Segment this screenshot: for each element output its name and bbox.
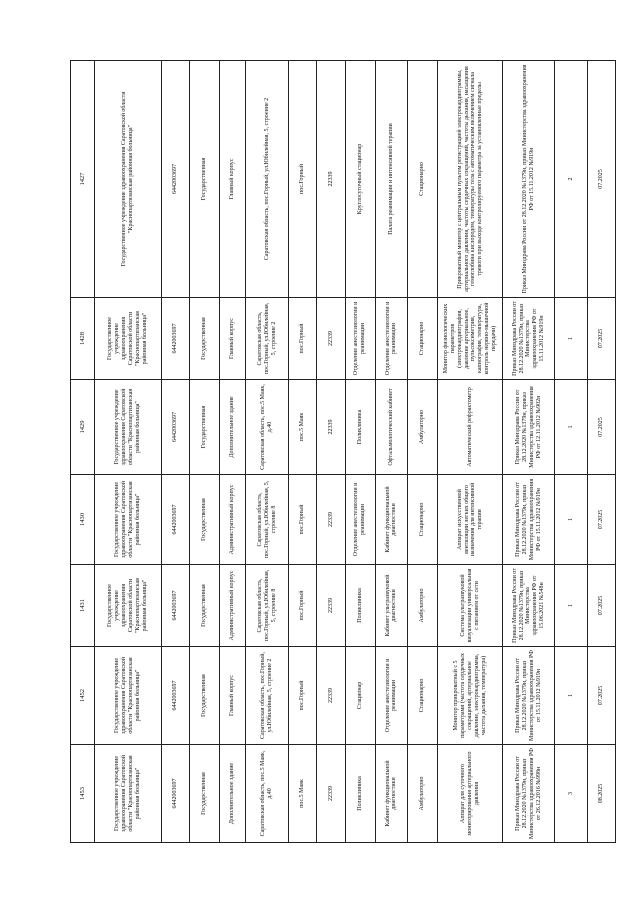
table-cell: 07.2025 — [587, 298, 615, 380]
table-cell: 1 — [555, 380, 587, 475]
table-cell: Отделение анестезиологии и реанимации — [345, 475, 375, 565]
record-id-cell: 1427 — [71, 61, 95, 298]
table-cell: 22339 — [317, 475, 345, 565]
table-cell: 6442003697 — [161, 565, 189, 647]
table-cell: Главный корпус — [220, 647, 246, 745]
table-row — [503, 61, 555, 843]
table-cell: 07.2025 — [587, 565, 615, 647]
table-cell: пос.Горный — [289, 565, 317, 647]
table-cell: 2 — [555, 61, 587, 298]
table-cell: Главный корпус — [220, 61, 246, 298]
table-cell: 6442003697 — [161, 647, 189, 745]
table-cell: Кабинет функциональной диагностики — [375, 475, 407, 565]
table-cell: Офтальмологический кабинет — [375, 380, 407, 475]
table-cell: 07.2025 — [587, 475, 615, 565]
table-row — [587, 61, 615, 843]
table-cell: Амбулаторно — [408, 565, 438, 647]
table-cell: Саратовская область, пос.Горный, ул.Юбилейная, 5, строение 2 — [246, 61, 289, 298]
record-id-cell: 1429 — [71, 380, 95, 475]
table-cell: 1 — [555, 298, 587, 380]
table-cell: пос.Горный — [289, 475, 317, 565]
table-cell: 6442003697 — [161, 61, 189, 298]
table-row — [289, 61, 317, 843]
table-cell: пос.Горный — [289, 647, 317, 745]
table-cell: Кабинет ультразвуковой диагностики — [375, 565, 407, 647]
table-cell: Государственная — [189, 565, 219, 647]
table-cell: Приказ Минздрава России от 28.12.2020 №1379н, приказ Министерства здравоохранения РФ от 15.11.2012 №919н — [503, 298, 555, 380]
record-id-cell: 1431 — [71, 565, 95, 647]
table-cell: пос.Горный — [289, 61, 317, 298]
table-row — [408, 61, 438, 843]
table-cell: 1 — [555, 475, 587, 565]
table-cell: Автоматический рефрактометр — [438, 380, 503, 475]
table-cell: Приказ Минздрава России от 28.12.2020 №1379н, приказ Министерства здравоохранения РФ от 26.12.2016 №998н — [503, 745, 555, 843]
table-cell: Стационарно — [408, 298, 438, 380]
record-id-cell: 1452 — [71, 647, 95, 745]
table-cell: Приказ Минздрава России от 28.12.2020 №1379н, приказ Министерства здравоохранения РФ от 15.11.2012 №919н — [503, 647, 555, 745]
table-cell: Главный корпус — [220, 298, 246, 380]
table-row — [375, 61, 407, 843]
table-cell: 22339 — [317, 61, 345, 298]
table-cell: 07.2025 — [587, 647, 615, 745]
table-cell: Государственная — [189, 647, 219, 745]
table-cell: 1 — [555, 565, 587, 647]
table-cell: Стационар — [345, 647, 375, 745]
table-cell: Саратовская область, пос.Горный, ул.Юбилейная, 5, строение 2 — [246, 647, 289, 745]
table-cell: Государственное учреждение здравоохранения Саратовской области "Краснопартизанская районная больница" — [94, 61, 161, 298]
table-cell: Государственное учреждение здравоохранения Саратовской области "Краснопартизанская районная больница" — [94, 298, 161, 380]
table-cell: Государственная — [189, 745, 219, 843]
table-row — [220, 61, 246, 843]
table-cell: Государственное учреждение здравоохранения Саратовской области "Краснопартизанская районная больница" — [94, 647, 161, 745]
table-cell: Саратовская область, пос.Горный, ул.Юбилейная, 5, строение 8 — [246, 475, 289, 565]
table-cell: Административный корпус — [220, 475, 246, 565]
table-cell: Монитор прикроватный с 5 параметрами (частота сердечных сокращений, артериальное давление, электрокардиограмма, частота дыхания, температура) — [438, 647, 503, 745]
table-row — [555, 61, 587, 843]
record-id-cell: 1430 — [71, 475, 95, 565]
table-cell: Отделение анестезиологии и реанимации — [345, 298, 375, 380]
table-cell: Государственное учреждение здравоохранения Саратовской области "Краснопартизанская районная больница" — [94, 475, 161, 565]
table-cell: Государственное учреждение здравоохранения Саратовской области "Краснопартизанская районная больница" — [94, 565, 161, 647]
table-cell: Палата реанимации и интенсивной терапии — [375, 61, 407, 298]
table-row — [189, 61, 219, 843]
table-cell: Саратовская область, пос.5 Маяк, д.40 — [246, 380, 289, 475]
table-cell: Поликлиника — [345, 745, 375, 843]
table-cell: Амбулаторно — [408, 745, 438, 843]
table-cell: Государственная — [189, 61, 219, 298]
table-cell: Государственная — [189, 475, 219, 565]
table-cell: Административный корпус — [220, 565, 246, 647]
record-id-cell: 1453 — [71, 745, 95, 843]
table-cell: 22339 — [317, 565, 345, 647]
table-cell: Стационарно — [408, 475, 438, 565]
table-cell: 1 — [555, 647, 587, 745]
table-cell: 6442003697 — [161, 298, 189, 380]
table-cell: Прикроватный монитор с центральным пультом регистрацией электрокардиограммы, артериального давления, частоты сердечных сокращений, частоты дыхания, насыщения гемоглобина кислородом, температуры тела с автоматическим включением сигнала тревоги при выходе контролируемого параметра за установленные пределы — [438, 61, 503, 298]
table-cell: Аппарат для суточного мониторирования артериального давления — [438, 745, 503, 843]
table-cell: Приказ Минздрава России от 28.12.2020 №1379н, приказ Министерства здравоохранения РФ от 15.06.2021 №548н — [503, 565, 555, 647]
table-cell: Государственное учреждение здравоохранения Саратовской области "Краснопартизанская районная больница" — [94, 380, 161, 475]
table-cell: Стационарно — [408, 647, 438, 745]
table-cell: 07.2025 — [587, 380, 615, 475]
table-cell: Государственная — [189, 298, 219, 380]
table-cell: Отделение анестезиологии и реанимации — [375, 298, 407, 380]
table-cell: Государственная — [189, 380, 219, 475]
table-cell: Дополнительное здание — [220, 380, 246, 475]
table-cell: Приказ Минздрава России от 28.12.2020 №1379н, приказ Министерства здравоохранения РФ от 15.11.2012 №919н — [503, 61, 555, 298]
table-cell: Аппарат искусственной вентиляции легких общего назначения для интенсивной терапии — [438, 475, 503, 565]
table-cell: Амбулаторно — [408, 380, 438, 475]
table-cell: Поликлиника — [345, 565, 375, 647]
record-id-cell: 1428 — [71, 298, 95, 380]
table-cell: 22339 — [317, 745, 345, 843]
table-cell: Саратовская область, пос.Горный, ул.Юбилейная, 5, строение 2 — [246, 298, 289, 380]
table-cell: Кабинет функциональной диагностики — [375, 745, 407, 843]
table-row — [71, 61, 95, 843]
table-cell: пос.5 Маяк — [289, 745, 317, 843]
rotated-table-container — [70, 61, 616, 843]
table-row — [161, 61, 189, 843]
table-cell: Система ультразвуковой визуализации универсальная с питанием от сети — [438, 565, 503, 647]
table-cell: Монитор физиологических параметров (электрокардиография, давление артериальное, пульсоксиметрия, капнография, температура, контроль нервно-мышечной передачи) — [438, 298, 503, 380]
table-cell: 6442003697 — [161, 380, 189, 475]
table-cell: 22339 — [317, 298, 345, 380]
table-cell: Приказ Минздрава России от 28.12.2020 №1379н, приказ Министерства здравоохранения РФ от 15.11.2012 №919н — [503, 475, 555, 565]
table-cell: Круглосуточный стационар — [345, 61, 375, 298]
table-cell: Саратовская область, пос.5 Маяк, д.40 — [246, 745, 289, 843]
table-cell: 08.2025 — [587, 745, 615, 843]
table-row — [94, 61, 161, 843]
table-cell: Дополнительное здание — [220, 745, 246, 843]
table-cell: Стационарно — [408, 61, 438, 298]
table-cell: 22339 — [317, 380, 345, 475]
table-cell: Саратовская область, пос.Горный, ул.Юбилейная, 5, строение 8 — [246, 565, 289, 647]
table-cell: 6442003697 — [161, 475, 189, 565]
table-cell: 22339 — [317, 647, 345, 745]
table-cell: Государственное учреждение здравоохранения Саратовской области "Краснопартизанская районная больница" — [94, 745, 161, 843]
equipment-registry-table — [70, 60, 616, 843]
table-cell: 6442003697 — [161, 745, 189, 843]
table-cell: Поликлиника — [345, 380, 375, 475]
table-row — [438, 61, 503, 843]
table-row — [345, 61, 375, 843]
table-cell: пос.Горный — [289, 298, 317, 380]
table-cell: 3 — [555, 745, 587, 843]
table-cell: 07.2025 — [587, 61, 615, 298]
table-cell: Отделение анестезиологии и реанимации — [375, 647, 407, 745]
table-cell: Приказ Минздрава России от 28.12.2020 №1379н, приказ Министерства здравоохранения РФ от 12.11.2012 №902н — [503, 380, 555, 475]
table-row — [317, 61, 345, 843]
table-row — [246, 61, 289, 843]
table-cell: пос.5 Маяк — [289, 380, 317, 475]
